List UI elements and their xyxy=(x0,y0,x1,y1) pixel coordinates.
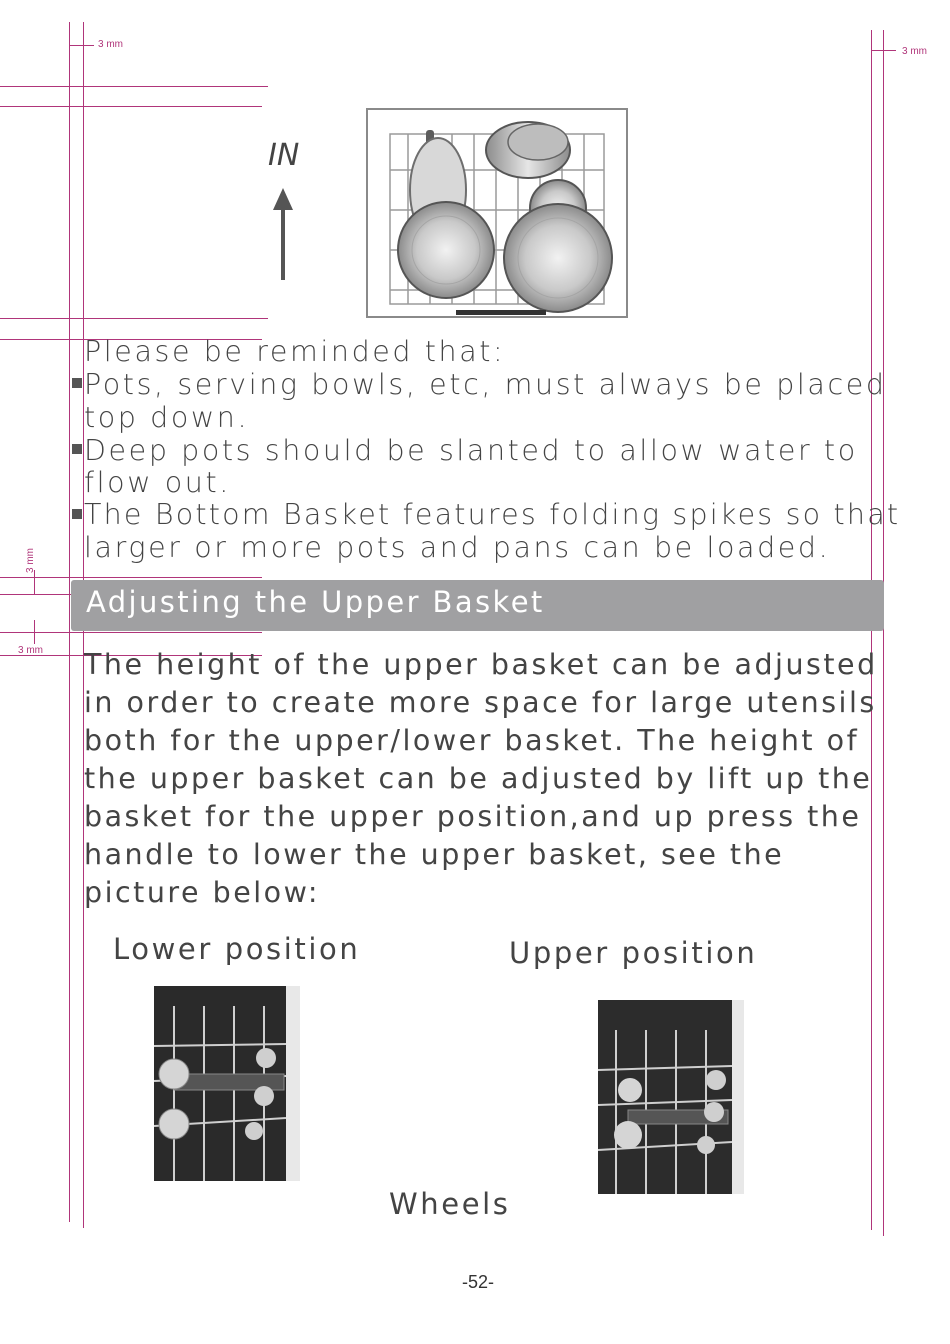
basket-photo-lower xyxy=(154,986,300,1181)
page-number: -52- xyxy=(461,1272,494,1292)
guide-line xyxy=(0,318,268,319)
bullet-icon xyxy=(72,378,82,388)
lower-position-caption: Lower position xyxy=(113,932,361,966)
upper-position-caption: Upper position xyxy=(509,936,758,970)
reminder-bullet-2-line-1: Deep pots should be slanted to allow water to xyxy=(84,434,858,467)
adjusting-paragraph xyxy=(84,646,884,912)
reminder-intro: Please be reminded that: xyxy=(84,335,506,368)
guide-line xyxy=(0,577,262,578)
crop-guide-right-inner xyxy=(883,30,884,1236)
section-title: Adjusting the Upper Basket xyxy=(86,585,545,619)
reminder-bullet-1-line-1: Pots, serving bowls, etc, must always be placed xyxy=(84,368,887,401)
reminder-bullet-3-line-2: larger or more pots and pans can be loaded. xyxy=(84,531,831,564)
guide-line xyxy=(0,106,262,107)
guide-line xyxy=(0,86,268,87)
paragraph-line: both for the upper/lower basket. The height of xyxy=(84,724,860,757)
bullet-icon xyxy=(72,509,82,519)
reminder-bullet-1-line-2: top down. xyxy=(84,401,250,434)
crop-guide-top-right xyxy=(871,50,896,51)
crop-guide-left-outer xyxy=(69,22,70,1222)
crop-guide-top-left xyxy=(69,45,94,46)
bullet-icon xyxy=(72,444,82,454)
basket-photo-upper xyxy=(598,1000,744,1194)
paragraph-line: in order to create more space for large utensils xyxy=(84,686,877,719)
paragraph-line: picture below: xyxy=(84,876,320,909)
crop-guide-short xyxy=(34,620,35,644)
paragraph-line: The height of the upper basket can be adjusted xyxy=(84,648,878,681)
basket-pots-drawing xyxy=(368,110,626,316)
paragraph-line: handle to lower the upper basket, see the xyxy=(84,838,785,871)
wheels-caption: Wheels xyxy=(389,1187,511,1221)
crop-mark-label: 3 mm xyxy=(25,548,36,573)
paragraph-line: basket for the upper position,and up press the xyxy=(84,800,862,833)
direction-label: IN xyxy=(268,138,300,173)
lower-position-photo xyxy=(154,986,300,1181)
up-arrow-icon xyxy=(271,188,295,282)
crop-guide-short xyxy=(34,570,35,594)
crop-mark-label: 3 mm xyxy=(98,39,123,50)
guide-line xyxy=(0,632,262,633)
crop-mark-label: 3 mm xyxy=(902,46,927,57)
upper-position-photo xyxy=(598,1000,744,1194)
bottom-basket-illustration xyxy=(366,108,628,318)
paragraph-line: the upper basket can be adjusted by lift up the xyxy=(84,762,873,795)
reminder-bullet-3-line-1: The Bottom Basket features folding spikes so that xyxy=(84,498,901,531)
reminder-bullet-2-line-2: flow out. xyxy=(84,466,231,499)
crop-mark-label: 3 mm xyxy=(18,645,43,656)
